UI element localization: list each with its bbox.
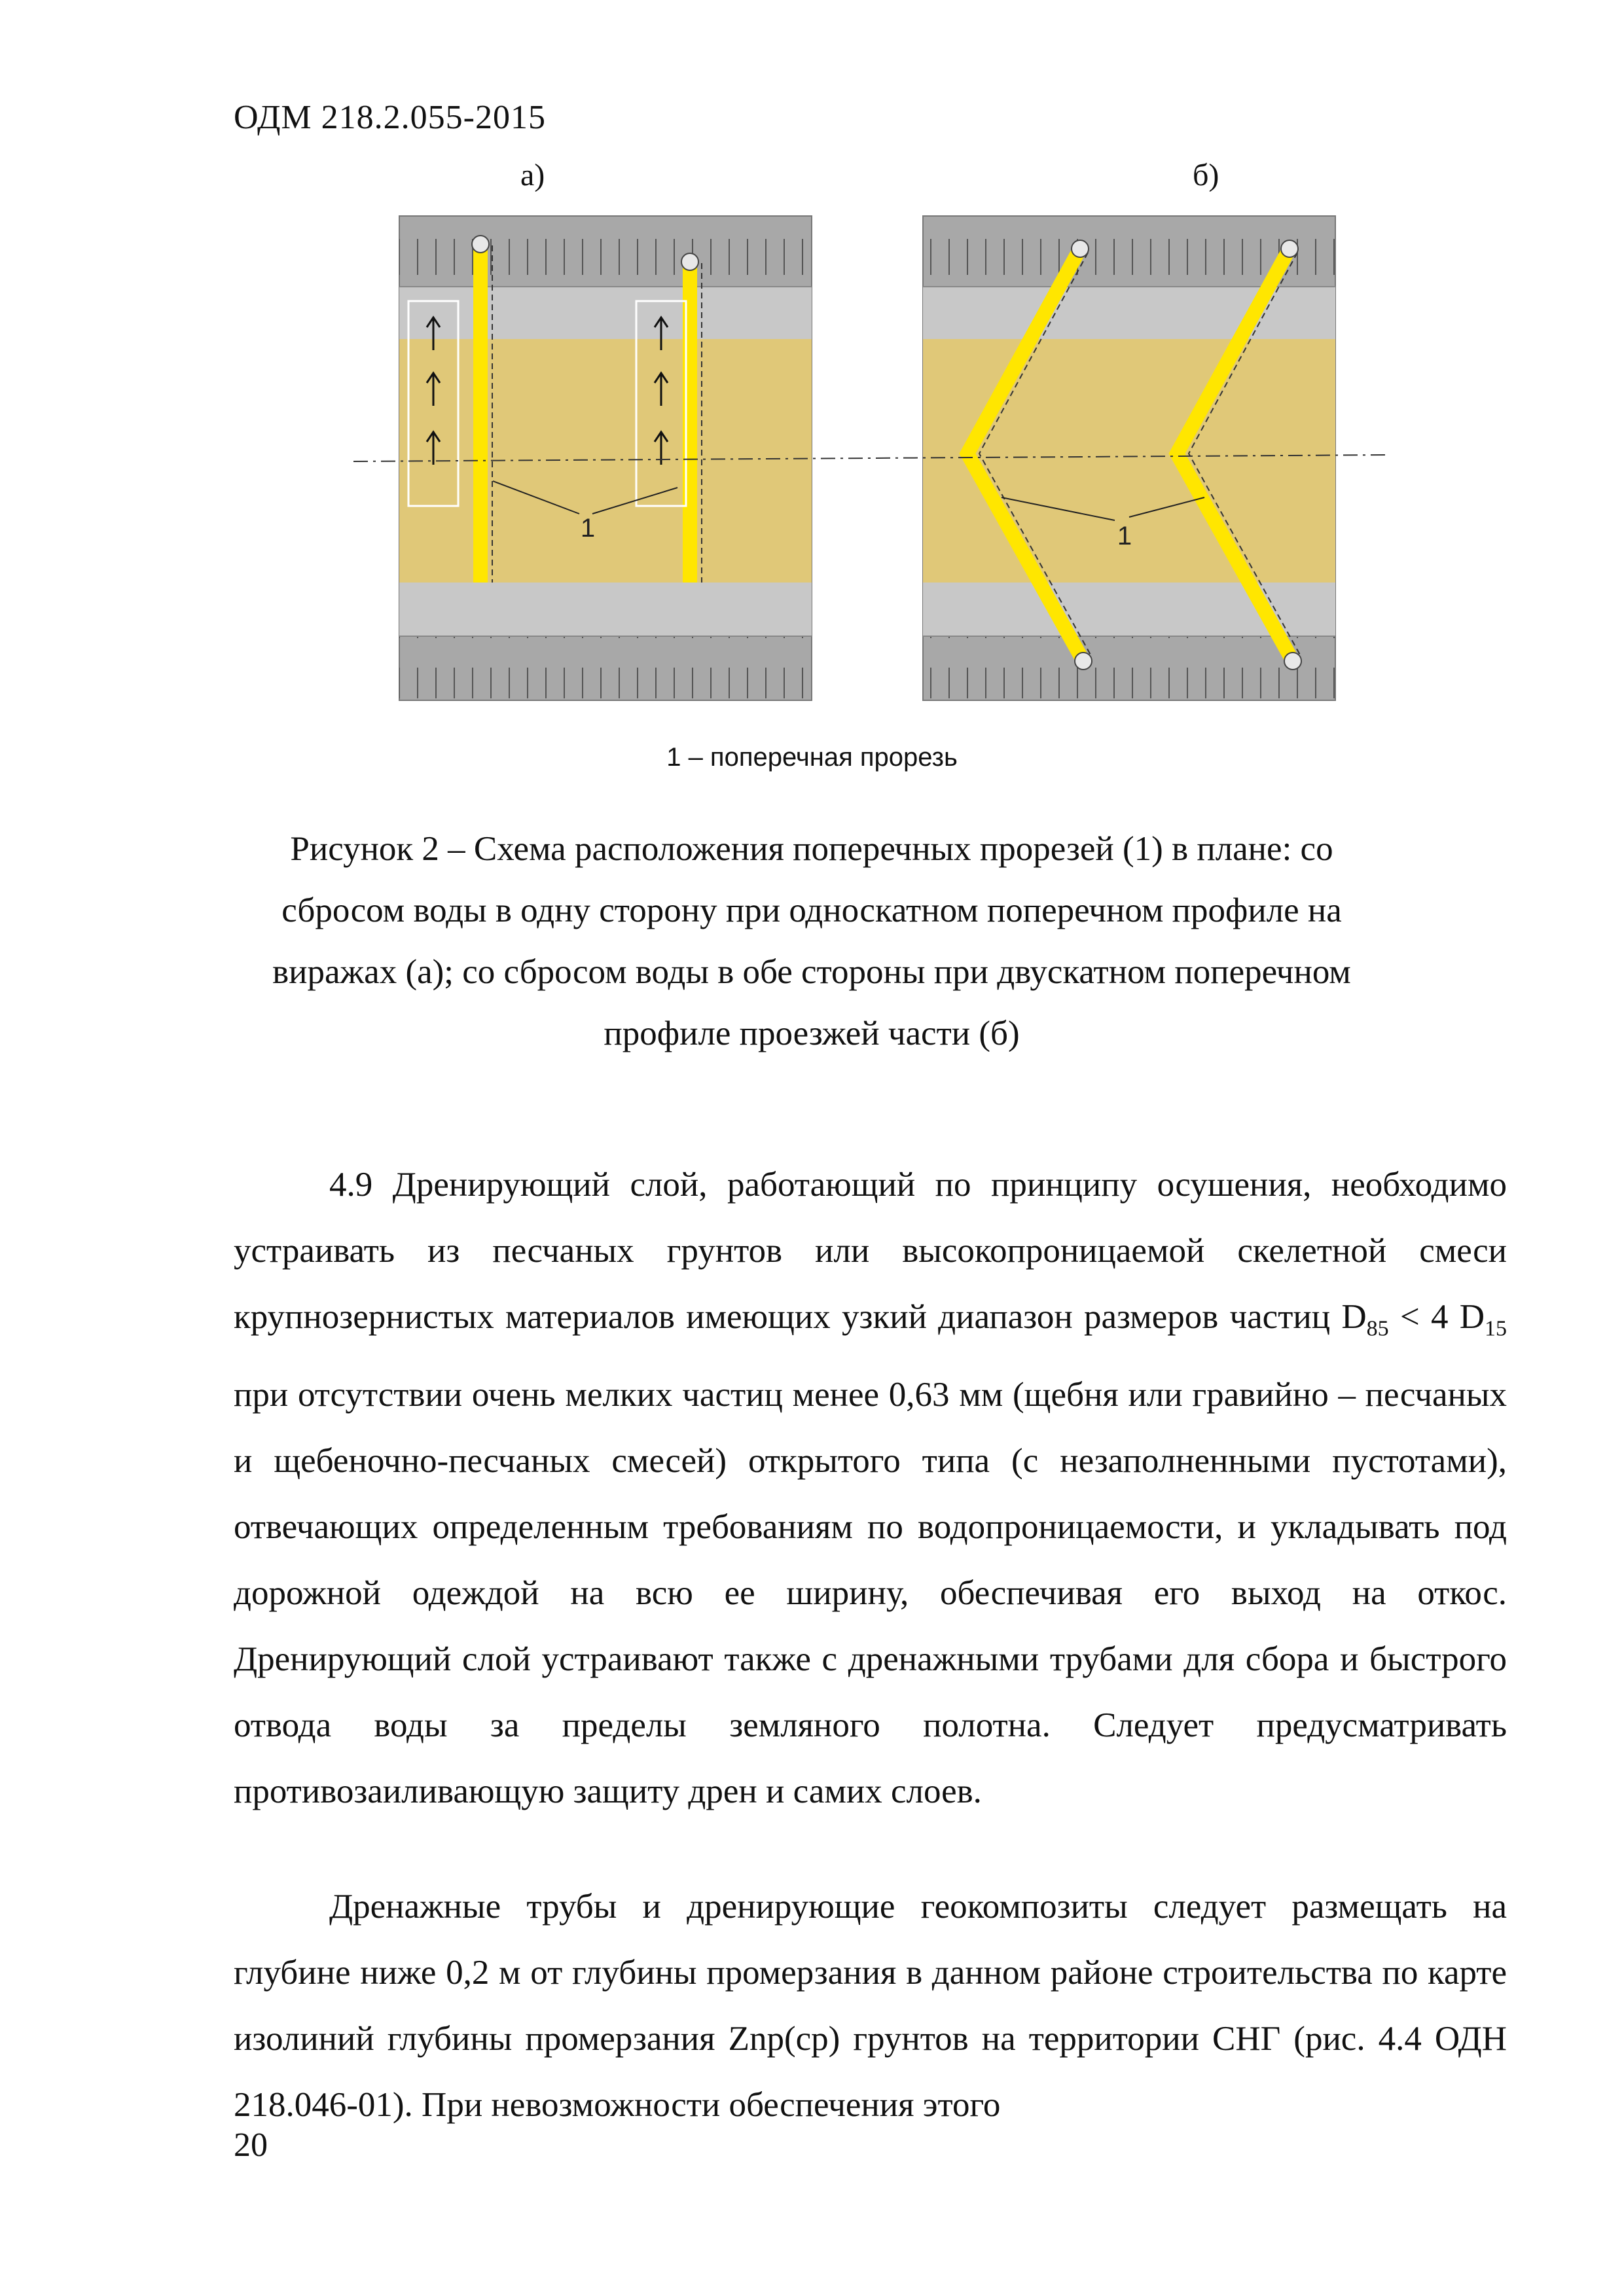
- paragraph-drain-pipes: [234, 1874, 1507, 2138]
- p2-text: Дренажные трубы и дренирующие геокомпозиты следует размещать на глубине ниже 0,2 м от глубины промерзания в данном районе строительства по карте изолиний глубины промерзания Znp(cp) грунтов на территории СНГ (рис. 4.4 ОДН 218.046-01). При невозможности обеспечения этого: [234, 1888, 1507, 2124]
- p1-text-b: < 4 D: [1388, 1298, 1485, 1336]
- page-number: 20: [234, 2126, 268, 2164]
- top-slope-ticks-a: [399, 216, 812, 281]
- callout-1-b: 1: [1117, 522, 1132, 550]
- top-shoulder-b: [923, 287, 1335, 339]
- figure-caption: Рисунок 2 – Схема расположения поперечных прорезей (1) в плане: со сбросом воды в одну сторону при односкатном поперечном профиле на виражах (а); со сбросом воды в обе стороны при двускатном поперечном профиле проезжей части (б): [272, 830, 1351, 1052]
- paragraph-4-9: [234, 1152, 1507, 1825]
- bottom-slope-ticks-a: [399, 636, 812, 698]
- transverse-slot-a1: [473, 245, 488, 583]
- panel-a: [399, 216, 812, 700]
- p1-text-a: 4.9 Дренирующий слой, работающий по принципу осушения, необходимо устраивать из песчаных грунтов или высокопроницаемой скелетной смеси крупнозернистых материалов имеющих узкий диапазон размеров частиц D: [234, 1166, 1507, 1336]
- bottom-slope-ticks-b: [923, 636, 1335, 698]
- figure-label-a: а): [520, 158, 545, 192]
- figure-label-b: б): [1193, 158, 1219, 192]
- bottom-shoulder-a: [399, 583, 812, 636]
- p1-subscript-15: 15: [1485, 1316, 1507, 1341]
- figure-legend: 1 – поперечная прорезь: [666, 743, 958, 772]
- p1-text-c: при отсутствии очень мелких частиц менее 0,63 мм (щебня или гравийно – песчаных и щебеночно-песчаных смесей) открытого типа (с незаполненными пустотами), отвечающих определенным требованиям по водопроницаемости, и укладывать под дорожной одеждой на всю ее ширину, обеспечивая его выход на откос. Дренирующий слой устраивают также с дренажными трубами для сбора и быстрого отвода воды за пределы земляного полотна. Следует предусматривать противозаиливающую защиту дрен и самих слоев.: [234, 1375, 1507, 1810]
- document-code-header: ОДМ 218.2.055-2015: [234, 99, 546, 136]
- panel-b: [923, 216, 1335, 700]
- slot-layout-figure: [353, 209, 1388, 707]
- carriageway-a: [399, 339, 812, 583]
- top-shoulder-a: [399, 287, 812, 339]
- transverse-slot-a2: [683, 263, 697, 583]
- p1-subscript-85: 85: [1366, 1316, 1389, 1341]
- callout-1-a: 1: [580, 514, 596, 543]
